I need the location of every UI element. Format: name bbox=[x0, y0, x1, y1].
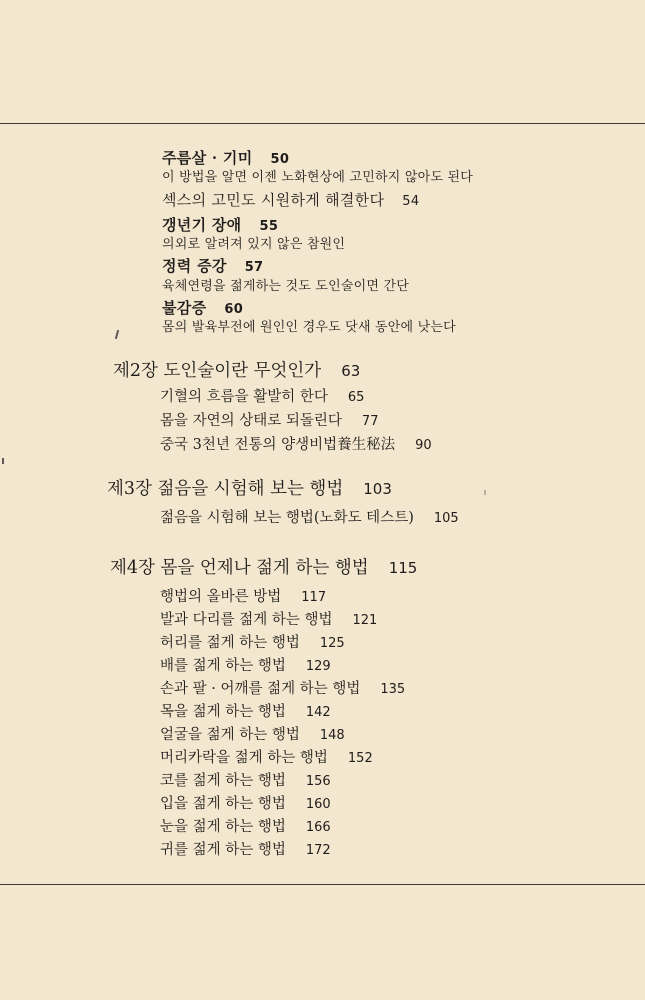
toc-item[interactable] bbox=[160, 797, 331, 812]
page-speck bbox=[484, 490, 486, 495]
page-number: 152 bbox=[347, 751, 373, 766]
item-title: 입을 젊게 하는 행법 bbox=[160, 796, 286, 812]
page-number: 160 bbox=[305, 797, 331, 812]
subsection-description: 이 방법을 알면 이젠 노화현상에 고민하지 않아도 된다 bbox=[162, 170, 474, 185]
bottom-rule bbox=[0, 884, 645, 885]
page-number: 142 bbox=[305, 705, 331, 720]
top-rule bbox=[0, 123, 645, 124]
toc-subsection[interactable] bbox=[162, 301, 243, 316]
item-title: 얼굴을 젊게 하는 행법 bbox=[160, 727, 300, 743]
page-number: 172 bbox=[305, 843, 331, 858]
page-number: 60 bbox=[224, 302, 244, 317]
item-title: 발과 다리를 젊게 하는 행법 bbox=[160, 612, 333, 628]
page-number: 90 bbox=[415, 438, 432, 453]
item-title: 코를 젊게 하는 행법 bbox=[160, 773, 286, 789]
toc-subsection[interactable] bbox=[162, 259, 263, 274]
subsection-description: 몸의 발육부전에 원인인 경우도 닷새 동안에 낫는다 bbox=[162, 320, 456, 335]
page-number: 50 bbox=[270, 152, 290, 167]
item-title: 손과 팔 · 어깨를 젊게 하는 행법 bbox=[160, 681, 361, 697]
subsection-title: 섹스의 고민도 시원하게 해결한다 bbox=[162, 191, 385, 209]
item-title: 배를 젊게 하는 행법 bbox=[160, 658, 286, 674]
chapter-title: 제4장 몸을 언제나 젊게 하는 행법 bbox=[110, 558, 369, 578]
toc-item[interactable] bbox=[160, 728, 345, 743]
page-speck bbox=[115, 330, 119, 339]
item-title: 머리카락을 젊게 하는 행법 bbox=[160, 750, 328, 766]
page-number: 129 bbox=[305, 659, 331, 674]
item-title: 기혈의 흐름을 활발히 한다 bbox=[160, 389, 328, 405]
page-number: 117 bbox=[301, 590, 327, 605]
page-number: 105 bbox=[433, 511, 459, 526]
toc-subsection[interactable] bbox=[162, 193, 419, 208]
page-number: 77 bbox=[361, 414, 379, 429]
toc-subsection[interactable] bbox=[162, 218, 278, 233]
chapter-heading[interactable] bbox=[110, 560, 417, 578]
item-title: 허리를 젊게 하는 행법 bbox=[160, 635, 300, 651]
page-number: 135 bbox=[380, 682, 406, 697]
toc-item[interactable] bbox=[160, 438, 432, 453]
page-number: 63 bbox=[341, 362, 361, 380]
subsection-title: 정력 증강 bbox=[162, 257, 227, 275]
item-title: 귀를 젊게 하는 행법 bbox=[160, 842, 286, 858]
page-number: 125 bbox=[319, 636, 345, 651]
toc-item[interactable] bbox=[160, 843, 331, 858]
toc-item[interactable] bbox=[160, 705, 331, 720]
subsection-description: 육체연령을 젊게하는 것도 도인술이면 간단 bbox=[162, 279, 409, 294]
page-number: 65 bbox=[347, 390, 365, 405]
item-title: 행법의 올바른 방법 bbox=[160, 589, 282, 605]
page-number: 148 bbox=[319, 728, 345, 743]
page-number: 156 bbox=[305, 774, 331, 789]
subsection-title: 불감증 bbox=[162, 299, 207, 317]
item-title: 눈을 젊게 하는 행법 bbox=[160, 819, 286, 835]
subsection-title: 갱년기 장애 bbox=[162, 216, 242, 234]
chapter-title: 제2장 도인술이란 무엇인가 bbox=[113, 361, 322, 381]
toc-item[interactable] bbox=[160, 636, 345, 651]
toc-item[interactable] bbox=[160, 390, 364, 405]
item-title: 몸을 자연의 상태로 되돌린다 bbox=[160, 413, 342, 429]
toc-item[interactable] bbox=[160, 590, 326, 605]
toc-subsection[interactable] bbox=[162, 151, 289, 166]
page-speck bbox=[2, 458, 4, 464]
page-number: 103 bbox=[363, 480, 392, 498]
toc-item[interactable] bbox=[160, 511, 459, 526]
toc-item[interactable] bbox=[160, 820, 331, 835]
toc-item[interactable] bbox=[160, 751, 373, 766]
page-number: 54 bbox=[402, 194, 420, 209]
toc-item[interactable] bbox=[160, 659, 331, 674]
page-number: 115 bbox=[388, 559, 418, 577]
toc-item[interactable] bbox=[160, 613, 377, 628]
chapter-heading[interactable] bbox=[107, 481, 392, 499]
page-number: 55 bbox=[259, 219, 279, 234]
toc-item[interactable] bbox=[160, 414, 378, 429]
chapter-heading[interactable] bbox=[113, 363, 360, 381]
page-number: 166 bbox=[305, 820, 331, 835]
item-title: 중국 3천년 전통의 양생비법養生秘法 bbox=[160, 437, 396, 453]
chapter-title: 제3장 젊음을 시험해 보는 행법 bbox=[107, 479, 344, 499]
subsection-title: 주름살 · 기미 bbox=[162, 149, 253, 167]
toc-item[interactable] bbox=[160, 682, 405, 697]
item-title: 젊음을 시험해 보는 행법(노화도 테스트) bbox=[160, 510, 414, 526]
item-title: 목을 젊게 하는 행법 bbox=[160, 704, 286, 720]
page-number: 121 bbox=[352, 613, 378, 628]
subsection-description: 의외로 알려져 있지 않은 참원인 bbox=[162, 237, 346, 252]
page-number: 57 bbox=[244, 260, 264, 275]
toc-item[interactable] bbox=[160, 774, 331, 789]
